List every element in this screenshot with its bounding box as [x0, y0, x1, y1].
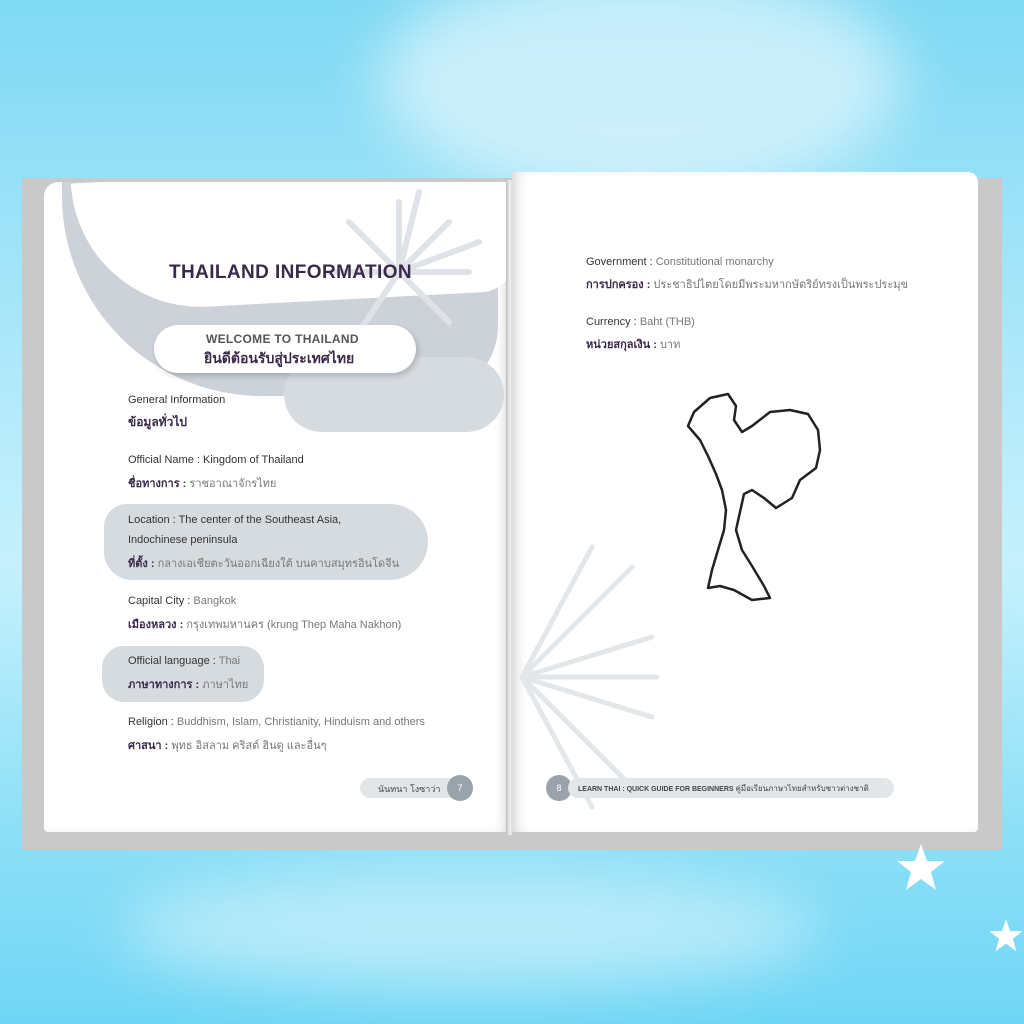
footer-title-en: LEARN THAI : QUICK GUIDE FOR BEGINNERS — [578, 786, 734, 793]
religion-value: Buddhism, Islam, Christianity, Hinduism and others — [176, 716, 425, 728]
official-name-th-row — [128, 474, 276, 492]
left-page — [44, 182, 510, 832]
government-row — [586, 256, 774, 268]
language-value: Thai — [218, 655, 241, 667]
page-title: THAILAND INFORMATION — [169, 262, 413, 283]
language-label: Official language : — [128, 655, 216, 667]
government-value: Constitutional monarchy — [655, 256, 774, 268]
footer-title-th: คู่มือเรียนภาษาไทยสำหรับชาวต่างชาติ — [735, 784, 869, 793]
location-th-value: กลางเอเชียตะวันออกเฉียงใต้ บนคาบสมุทรอินโดจีน — [157, 558, 400, 570]
currency-th-value: บาท — [659, 339, 681, 351]
official-name-label: Official Name : — [128, 454, 200, 466]
religion-th-label: ศาสนา : — [128, 740, 169, 752]
capital-value: Bangkok — [193, 595, 237, 607]
background-glow — [120, 870, 820, 990]
star-icon — [895, 842, 947, 894]
religion-row — [128, 716, 425, 728]
currency-row — [586, 316, 695, 328]
general-info-th: ข้อมูลทั่วไป — [128, 415, 187, 429]
location-value: The center of the Southeast Asia, — [178, 514, 342, 526]
footer-author: นันทนา โงซาว่า — [378, 784, 441, 794]
government-th-row — [586, 275, 908, 293]
government-th-label: การปกครอง : — [586, 279, 651, 291]
flower-ornament — [512, 527, 662, 817]
currency-th-label: หน่วยสกุลเงิน : — [586, 339, 657, 351]
currency-label: Currency : — [586, 316, 637, 328]
location-label: Location : — [128, 514, 176, 526]
thailand-map-outline — [680, 390, 840, 610]
government-th-value: ประชาธิปไตยโดยมีพระมหากษัตริย์ทรงเป็นพระประมุข — [653, 279, 909, 291]
welcome-banner — [154, 325, 416, 373]
religion-th-value: พุทธ อิสลาม คริสต์ ฮินดู และอื่นๆ — [171, 740, 327, 752]
capital-row — [128, 595, 236, 607]
capital-th-label: เมืองหลวง : — [128, 619, 184, 631]
location-row — [128, 514, 341, 526]
general-info-en: General Information — [128, 394, 226, 406]
location-th-row — [128, 554, 399, 572]
footer-book-title — [578, 782, 869, 795]
religion-label: Religion : — [128, 716, 174, 728]
language-th-label: ภาษาทางการ : — [128, 679, 200, 691]
government-label: Government : — [586, 256, 653, 268]
language-row — [128, 655, 240, 667]
religion-th-row — [128, 736, 327, 754]
capital-label: Capital City : — [128, 595, 191, 607]
official-name-value: Kingdom of Thailand — [203, 454, 304, 466]
capital-th-row — [128, 615, 401, 633]
official-name-th-value: ราชอาณาจักรไทย — [189, 478, 277, 490]
language-th-row — [128, 675, 248, 693]
location-value-2: Indochinese peninsula — [128, 534, 238, 546]
capital-th-value: กรุงเทพมหานคร (krung Thep Maha Nakhon) — [186, 619, 402, 631]
background-glow — [380, 0, 900, 200]
official-name-th-label: ชื่อทางการ : — [128, 478, 187, 490]
official-name-row — [128, 454, 304, 466]
currency-th-row — [586, 335, 680, 353]
welcome-th: ยินดีต้อนรับสู่ประเทศไทย — [204, 350, 355, 366]
right-page — [512, 172, 978, 832]
currency-value: Baht (THB) — [639, 316, 695, 328]
star-icon — [988, 918, 1024, 954]
page-number: 7 — [447, 775, 473, 801]
page-number: 8 — [546, 775, 572, 801]
welcome-en: WELCOME TO THAILAND — [206, 332, 359, 346]
location-th-label: ที่ตั้ง : — [128, 558, 155, 570]
language-th-value: ภาษาไทย — [202, 679, 249, 691]
